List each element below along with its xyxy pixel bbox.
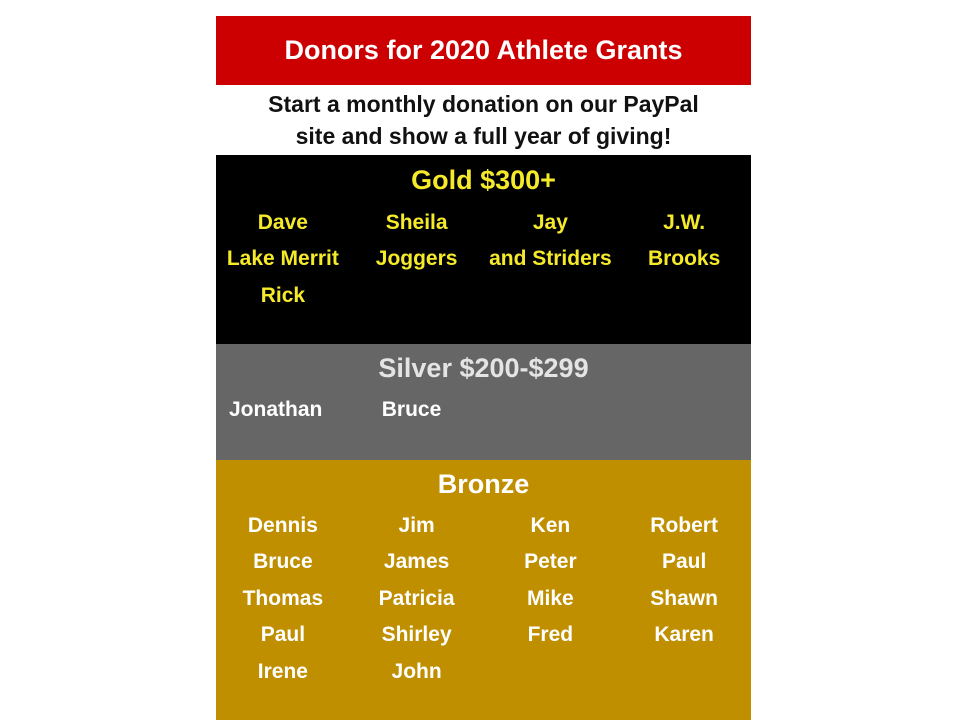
tier-silver-title: Silver $200-$299 [378, 353, 589, 383]
donation-prompt-line-1: Start a monthly donation on our PayPal [268, 91, 699, 117]
donor-name: Dennis [247, 514, 318, 537]
donor-name: Bruce [381, 398, 442, 421]
page-title: Donors for 2020 Athlete Grants [284, 35, 683, 65]
tier-gold-names [216, 205, 751, 314]
tier-bronze [216, 460, 751, 720]
donor-name: Thomas [242, 586, 324, 610]
tier-gold-title: Gold $300+ [411, 165, 556, 195]
donor-name: John [391, 659, 442, 683]
donor-name: Shirley [381, 623, 452, 647]
tier-gold [216, 155, 751, 344]
donor-name: Dave [257, 211, 308, 234]
donation-prompt [216, 85, 751, 155]
header-banner [216, 16, 751, 85]
donor-name: Rick [260, 283, 306, 307]
donor-name: Bruce [253, 550, 313, 574]
tier-silver-names [216, 392, 751, 428]
donor-name: Ken [530, 514, 571, 537]
donor-name: Mike [527, 586, 574, 610]
donor-card [216, 16, 751, 720]
donor-name: Paul [260, 623, 306, 647]
tier-bronze-title: Bronze [437, 469, 530, 499]
donor-name: Robert [650, 514, 718, 537]
donor-name: James [383, 550, 450, 574]
tier-silver [216, 344, 751, 460]
donor-name: Karen [654, 623, 714, 647]
donor-name: Irene [257, 659, 308, 683]
donor-name: Peter [524, 550, 577, 574]
donor-name: Jonathan [229, 398, 323, 421]
donor-name: Paul [661, 550, 707, 574]
donor-name: Patricia [378, 586, 455, 610]
donor-name: and Striders [489, 247, 612, 271]
donor-name: Jim [398, 514, 435, 537]
donor-name: Fred [527, 623, 574, 647]
donor-name: J.W. [663, 211, 706, 234]
donor-name: Brooks [647, 247, 721, 271]
donor-name: Shawn [650, 586, 718, 610]
tier-bronze-names [216, 508, 751, 690]
donor-name: Jay [532, 211, 568, 234]
donor-name: Sheila [385, 211, 448, 234]
donation-prompt-line-2: site and show a full year of giving! [295, 123, 672, 149]
donor-name: Joggers [375, 247, 458, 271]
donor-name: Lake Merrit [226, 247, 339, 271]
